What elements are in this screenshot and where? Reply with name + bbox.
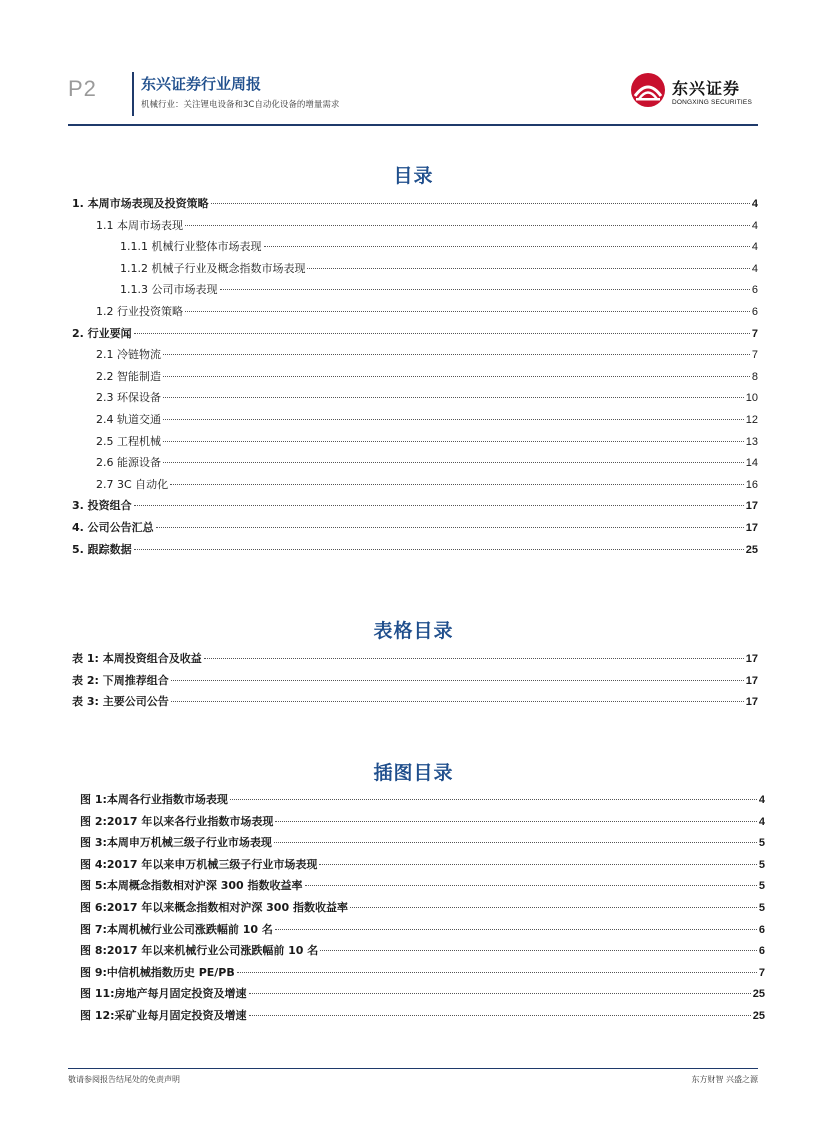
toc-entry[interactable] — [96, 412, 758, 428]
toc-leader-dots — [163, 441, 744, 442]
toc-entry[interactable] — [72, 694, 758, 710]
header-rule — [68, 124, 758, 126]
toc-entry-label: 1.2 行业投资策略 — [96, 305, 183, 318]
figures-toc-title: 插图目录 — [373, 762, 454, 784]
toc-entry[interactable] — [72, 326, 758, 342]
toc-entry-label: 表 1: 本周投资组合及收益 — [72, 652, 202, 665]
toc-entry[interactable] — [80, 857, 765, 873]
toc-entry[interactable] — [120, 282, 758, 298]
toc-entry-page: 6 — [751, 284, 758, 297]
toc-leader-dots — [319, 864, 757, 865]
toc-entry-label: 1.1.3 公司市场表现 — [120, 283, 218, 297]
toc-entry-page: 4 — [751, 262, 758, 275]
toc-leader-dots — [163, 419, 744, 420]
toc-entry-page: 4 — [751, 198, 758, 210]
toc-entry-page: 6 — [758, 923, 765, 936]
toc-entry[interactable] — [96, 218, 758, 234]
toc-entry[interactable] — [80, 792, 765, 808]
toc-entry[interactable] — [72, 673, 758, 689]
toc-entry-label: 图 8:2017 年以来机械行业公司涨跌幅前 10 名 — [80, 944, 319, 958]
toc-leader-dots — [230, 799, 757, 800]
page-number: P2 — [68, 76, 97, 101]
toc-leader-dots — [307, 268, 749, 269]
toc-entry-label: 1.1.2 机械子行业及概念指数市场表现 — [120, 261, 306, 275]
toc-entry-page: 16 — [745, 478, 758, 491]
toc-entry-page: 5 — [758, 837, 765, 850]
toc-leader-dots — [163, 397, 744, 398]
toc-entry-label: 2.7 3C 自动化 — [96, 477, 169, 491]
report-subtitle: 机械行业：关注锂电设备和3C自动化设备的增量需求 — [141, 100, 340, 110]
toc-entry-page: 17 — [745, 696, 758, 708]
header-divider — [132, 72, 134, 116]
toc-entry-label: 5. 跟踪数据 — [72, 542, 132, 556]
toc-entry-label: 1.1.1 机械行业整体市场表现 — [120, 240, 262, 254]
toc-entry-label: 2.2 智能制造 — [96, 369, 161, 383]
toc-leader-dots — [156, 527, 744, 528]
toc-entry[interactable] — [80, 835, 765, 851]
toc-entry[interactable] — [72, 196, 758, 212]
toc-entry-page: 13 — [745, 435, 758, 448]
toc-entry-page: 4 — [751, 241, 758, 254]
toc-leader-dots — [305, 885, 757, 886]
toc-entry-label: 图 11:房地产每月固定投资及增速 — [80, 987, 247, 1001]
logo-text-en: DONGXING SECURITIES — [672, 99, 753, 106]
footer-rule — [68, 1068, 758, 1069]
toc-entry-page: 14 — [745, 457, 758, 470]
toc-leader-dots — [320, 950, 757, 951]
toc-entry-label: 图 3:本周申万机械三级子行业市场表现 — [80, 836, 272, 850]
toc-entry[interactable] — [80, 814, 765, 830]
toc-entry-page: 6 — [758, 945, 765, 958]
toc-leader-dots — [134, 549, 744, 550]
toc-leader-dots — [274, 842, 757, 843]
toc-leader-dots — [350, 907, 757, 908]
footer-disclaimer: 敬请参阅报告结尾处的免责声明 — [68, 1075, 180, 1084]
toc-entry-page: 5 — [758, 880, 765, 893]
toc-entry-label: 图 7:本周机械行业公司涨跌幅前 10 名 — [80, 922, 273, 936]
toc-entry-label: 1. 本周市场表现及投资策略 — [72, 197, 209, 210]
toc-entry-page: 25 — [752, 1010, 765, 1022]
toc-entry[interactable] — [96, 304, 758, 320]
toc-entry[interactable] — [120, 261, 758, 277]
toc-entry-page: 5 — [758, 902, 765, 914]
toc-entry[interactable] — [96, 390, 758, 406]
toc-entry-page: 4 — [758, 794, 765, 806]
toc-entry[interactable] — [96, 434, 758, 450]
toc-entry-page: 5 — [758, 858, 765, 871]
toc-leader-dots — [171, 680, 744, 681]
toc-entry-page: 17 — [745, 522, 758, 534]
page-header — [68, 70, 758, 126]
toc-leader-dots — [275, 821, 757, 822]
report-title: 东兴证券行业周报 — [141, 75, 262, 93]
toc-entry-label: 2. 行业要闻 — [72, 326, 132, 340]
toc-entry-page: 17 — [745, 674, 758, 687]
toc-entry[interactable] — [80, 986, 765, 1002]
toc-entry-page: 7 — [758, 966, 765, 979]
toc-entry-label: 图 9:中信机械指数历史 PE/PB — [80, 965, 235, 979]
toc-entry-label: 2.5 工程机械 — [96, 434, 161, 448]
toc-entry-label: 图 4:2017 年以来申万机械三级子行业市场表现 — [80, 857, 318, 871]
dongxing-logo-icon — [630, 72, 666, 108]
toc-title: 目录 — [393, 165, 434, 187]
toc-entry[interactable] — [80, 878, 765, 894]
toc-entry-label: 2.4 轨道交通 — [96, 413, 161, 426]
toc-leader-dots — [249, 993, 751, 994]
toc-entry-label: 图 5:本周概念指数相对沪深 300 指数收益率 — [80, 879, 303, 893]
toc-leader-dots — [170, 484, 744, 485]
toc-entry-page: 17 — [745, 653, 758, 665]
logo-text-cn: 东兴证券 — [672, 79, 741, 98]
toc-entry-label: 图 1:本周各行业指数市场表现 — [80, 793, 228, 806]
toc-entry[interactable] — [72, 520, 758, 536]
toc-leader-dots — [237, 972, 757, 973]
toc-entry-label: 2.3 环保设备 — [96, 391, 161, 405]
toc-entry-page: 10 — [745, 392, 758, 405]
toc-leader-dots — [185, 311, 750, 312]
toc-entry[interactable] — [72, 651, 758, 667]
toc-entry[interactable] — [96, 477, 758, 493]
toc-entry-page: 4 — [758, 815, 765, 828]
toc-leader-dots — [264, 246, 750, 247]
toc-entry-label: 图 2:2017 年以来各行业指数市场表现 — [80, 814, 274, 828]
toc-entry[interactable] — [80, 965, 765, 981]
toc-entry-label: 表 2: 下周推荐组合 — [72, 673, 169, 687]
toc-entry-page: 25 — [752, 988, 765, 1001]
toc-leader-dots — [204, 658, 744, 659]
toc-entry-page: 25 — [745, 543, 758, 556]
toc-entry[interactable] — [80, 900, 765, 916]
toc-entry[interactable] — [72, 498, 758, 514]
toc-entry-label: 表 3: 主要公司公告 — [72, 695, 169, 708]
toc-entry[interactable] — [80, 1008, 765, 1024]
toc-leader-dots — [163, 462, 744, 463]
toc-leader-dots — [185, 225, 750, 226]
company-logo — [630, 70, 758, 116]
tables-toc-title: 表格目录 — [373, 620, 454, 642]
toc-entry-label: 4. 公司公告汇总 — [72, 521, 154, 534]
toc-entry[interactable] — [96, 369, 758, 385]
toc-entry-label: 图 12:采矿业每月固定投资及增速 — [80, 1009, 247, 1022]
toc-entry[interactable] — [80, 943, 765, 959]
toc-leader-dots — [275, 929, 757, 930]
footer-slogan: 东方财智 兴盛之源 — [691, 1075, 758, 1084]
toc-leader-dots — [134, 505, 744, 506]
toc-leader-dots — [134, 333, 750, 334]
toc-entry[interactable] — [96, 347, 758, 363]
toc-leader-dots — [220, 289, 750, 290]
toc-leader-dots — [163, 376, 750, 377]
toc-entry-page: 8 — [751, 370, 758, 383]
toc-entry[interactable] — [120, 239, 758, 255]
toc-entry-page: 12 — [745, 414, 758, 426]
toc-entry-page: 4 — [751, 219, 758, 232]
toc-entry-label: 2.1 冷链物流 — [96, 348, 161, 362]
toc-entry-page: 7 — [751, 349, 758, 362]
toc-entry-label: 2.6 能源设备 — [96, 456, 161, 470]
toc-entry[interactable] — [72, 542, 758, 558]
toc-leader-dots — [211, 203, 750, 204]
toc-leader-dots — [163, 354, 750, 355]
toc-entry-page: 7 — [751, 327, 758, 340]
toc-leader-dots — [249, 1015, 751, 1016]
toc-entry-label: 3. 投资组合 — [72, 499, 132, 513]
toc-entry-page: 6 — [751, 306, 758, 318]
toc-entry-label: 图 6:2017 年以来概念指数相对沪深 300 指数收益率 — [80, 901, 348, 914]
toc-leader-dots — [171, 701, 744, 702]
toc-entry[interactable] — [96, 455, 758, 471]
toc-entry[interactable] — [80, 922, 765, 938]
toc-entry-label: 1.1 本周市场表现 — [96, 218, 183, 232]
toc-entry-page: 17 — [745, 500, 758, 513]
